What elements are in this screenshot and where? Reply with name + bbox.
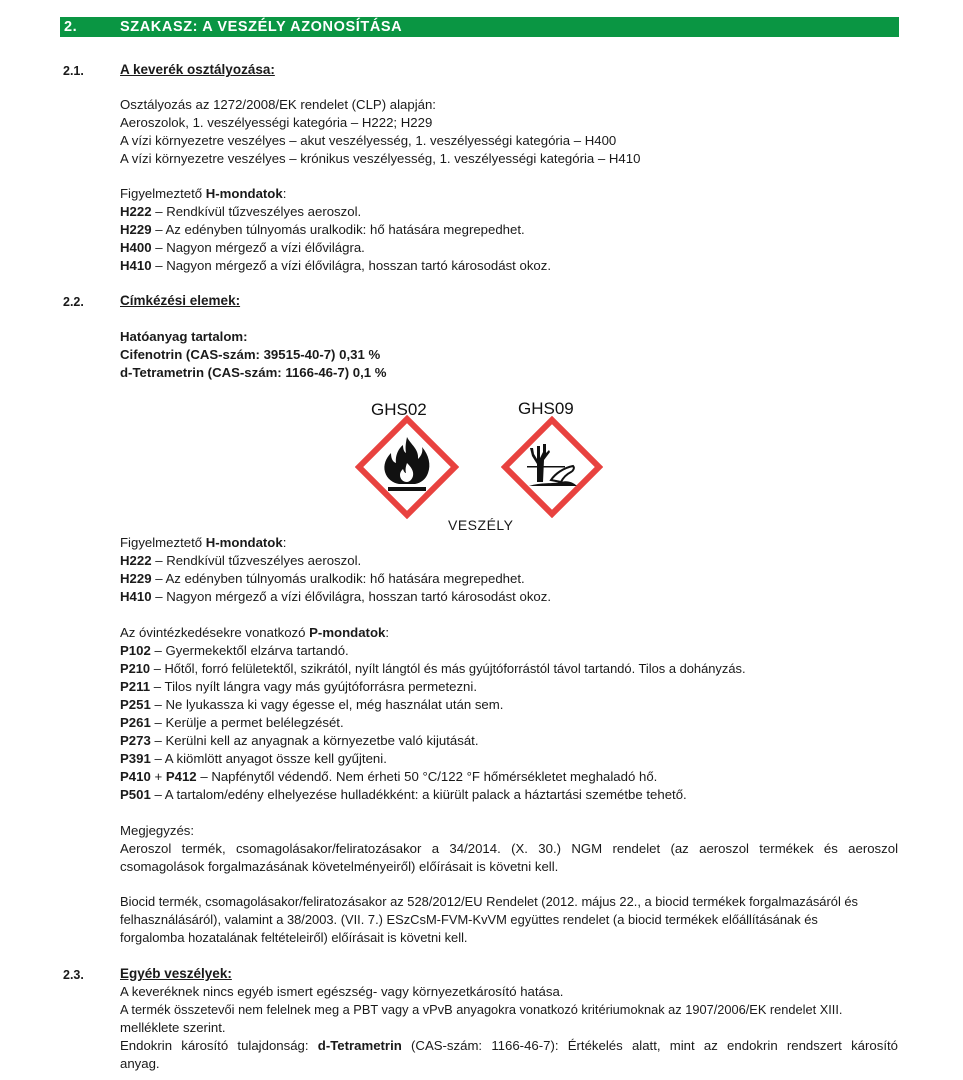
h-code: H410 (120, 258, 152, 273)
subsection-number-2-2: 2.2. (63, 295, 84, 309)
classification-line: A vízi környezetre veszélyes – akut veszélyesség, 1. veszélyességi kategória – H400 (120, 133, 617, 148)
p-text: – Kerülni kell az anyagnak a környezetbe való kijutását. (150, 733, 479, 748)
p-text: – A kiömlött anyagot össze kell gyűjteni. (150, 751, 387, 766)
p-code: P102 (120, 643, 151, 658)
h-text: – Az edényben túlnyomás uralkodik: hő hatására megrepedhet. (151, 571, 525, 586)
p-statement (120, 660, 746, 678)
note-paragraph-biocide (120, 893, 898, 947)
intro-colon: : (282, 186, 287, 201)
subsection-title-2-2: Címkézési elemek: (120, 293, 241, 308)
h-statement (120, 588, 551, 606)
p-statement (120, 768, 657, 786)
note-line: felhasználásáról), valamint a 38/2003. (VII. 7.) ESzCsM-FVM-KvVM együttes rendelet (a biocid termékek előállításának és (120, 912, 818, 927)
subsection-number-2-3: 2.3. (63, 968, 84, 982)
classification-line: Aeroszolok, 1. veszélyességi kategória – H222; H229 (120, 115, 433, 130)
h-statements-intro (120, 185, 286, 203)
h-text: – Nagyon mérgező a vízi élővilágra. (151, 240, 365, 255)
endocrine-line: anyag. (120, 1056, 160, 1071)
note-title: Megjegyzés: (120, 823, 195, 838)
intro-text: Az óvintézkedésekre vonatkozó (120, 625, 310, 640)
h-text: – Rendkívül tűzveszélyes aeroszol. (151, 553, 362, 568)
h-text: – Nagyon mérgező a vízi élővilágra, hosszan tartó károsodást okoz. (151, 258, 552, 273)
p-statement (120, 642, 349, 660)
subsection-title-2-3: Egyéb veszélyek: (120, 966, 232, 981)
p-statement (120, 678, 477, 696)
active-ingredient: Cifenotrin (CAS-szám: 39515-40-7) 0,31 % (120, 347, 381, 362)
classification-line: A vízi környezetre veszélyes – krónikus veszélyesség, 1. veszélyességi kategória – H410 (120, 151, 641, 166)
note-line: csomagolások forgalmazásának követelményeiről) előírásait is követni kell. (120, 859, 559, 874)
flame-icon (355, 415, 459, 519)
note-line: Aeroszol termék, csomagolásakor/feliratozásakor a 34/2014. (X. 30.) NGM rendelet (az aeroszol termékek és aeroszol (120, 841, 898, 856)
h-code: H222 (120, 204, 152, 219)
p-code: P391 (120, 751, 151, 766)
p-statement (120, 732, 479, 750)
ghs02-label: GHS02 (371, 400, 427, 419)
p-text: – Ne lyukassza ki vagy égesse el, még használat után sem. (150, 697, 504, 712)
intro-bold: H-mondatok (205, 535, 283, 550)
signal-word: VESZÉLY (448, 517, 514, 533)
p-code: P211 (120, 679, 151, 694)
endocrine-text: (CAS-szám: 1166-46-7): Értékelés alatt, mint az endokrin rendszert károsító (401, 1038, 898, 1053)
p-code: P410 (120, 769, 151, 784)
intro-bold: P-mondatok (309, 625, 386, 640)
intro-colon: : (282, 535, 287, 550)
h-statement (120, 203, 361, 221)
subsection-number-2-1: 2.1. (63, 64, 84, 78)
intro-bold: H-mondatok (205, 186, 283, 201)
other-hazards-line: melléklete szerint. (120, 1020, 226, 1035)
p-code: P251 (120, 697, 151, 712)
p-text: – Hőtől, forró felületektől, szikrától, nyílt lángtól és más gyújtóforrástól távol tartandó. Tilos a dohányzás. (150, 661, 746, 676)
p-statement (120, 714, 344, 732)
p-code: P273 (120, 733, 151, 748)
p-statement (120, 786, 687, 804)
note-paragraph-aerosol (120, 840, 898, 876)
p-text: – Napfénytől védendő. Nem érheti 50 °C/122 °F hőmérsékletet meghaladó hő. (196, 769, 658, 784)
p-plus: + (150, 769, 166, 784)
h-code: H229 (120, 222, 152, 237)
note-line: Biocid termék, csomagolásakor/feliratozásakor az 528/2012/EU Rendelet (2012. május 22., a biocid termékek forgalmazásáról és (120, 894, 859, 909)
other-hazards-line: A termék összetevői nem felelnek meg a PBT vagy a vPvB anyagokra vonatkozó kritériumoknak az 1907/2006/EK rendelet XIII. (120, 1002, 843, 1017)
h-text: – Nagyon mérgező a vízi élővilágra, hosszan tartó károsodást okoz. (151, 589, 552, 604)
endocrine-paragraph (120, 1037, 898, 1073)
h-text: – Rendkívül tűzveszélyes aeroszol. (151, 204, 362, 219)
p-text: – Tilos nyílt lángra vagy más gyújtóforrásra permetezni. (150, 679, 477, 694)
endocrine-substance: d-Tetrametrin (317, 1038, 402, 1053)
active-ingredient-title: Hatóanyag tartalom: (120, 329, 248, 344)
h-text: – Az edényben túlnyomás uralkodik: hő hatására megrepedhet. (151, 222, 525, 237)
h-statement (120, 552, 361, 570)
p-statement (120, 750, 387, 768)
subsection-title-2-1: A keverék osztályozása: (120, 62, 275, 77)
intro-text: Figyelmeztető (120, 535, 206, 550)
h-statement (120, 221, 525, 239)
active-ingredient: d-Tetrametrin (CAS-szám: 1166-46-7) 0,1 % (120, 365, 387, 380)
section-number: 2. (64, 19, 78, 35)
p-code: P501 (120, 787, 151, 802)
ghs09-label: GHS09 (518, 399, 574, 418)
section-title: SZAKASZ: A VESZÉLY AZONOSÍTÁSA (120, 19, 403, 35)
p-statement (120, 696, 503, 714)
intro-text: Figyelmeztető (120, 186, 206, 201)
note-line: forgalomba hozatalának feltételeiről) előírásait is követni kell. (120, 930, 468, 945)
intro-colon: : (385, 625, 390, 640)
classification-line: Osztályozás az 1272/2008/EK rendelet (CLP) alapján: (120, 97, 436, 112)
p-code: P210 (120, 661, 151, 676)
p-text: – A tartalom/edény elhelyezése hulladékként: a kiürült palack a háztartási szemétbe tehető. (150, 787, 687, 802)
h-statement (120, 257, 551, 275)
p-text: – Gyermekektől elzárva tartandó. (150, 643, 349, 658)
h-statement (120, 239, 365, 257)
endocrine-line (120, 1037, 898, 1055)
h-statement (120, 570, 525, 588)
h-code: H229 (120, 571, 152, 586)
other-hazards-line: A keveréknek nincs egyéb ismert egészség- vagy környezetkárosító hatása. (120, 984, 564, 999)
p-code: P412 (165, 769, 197, 784)
h-code: H400 (120, 240, 152, 255)
p-code: P261 (120, 715, 151, 730)
p-text: – Kerülje a permet belélegzését. (150, 715, 344, 730)
h-code: H222 (120, 553, 152, 568)
p-statements-intro (120, 624, 389, 642)
endocrine-text: Endokrin károsító tulajdonság: (120, 1038, 318, 1053)
environment-icon (501, 416, 603, 518)
h-code: H410 (120, 589, 152, 604)
section-header-bar (60, 17, 899, 37)
h-statements-intro (120, 534, 286, 552)
